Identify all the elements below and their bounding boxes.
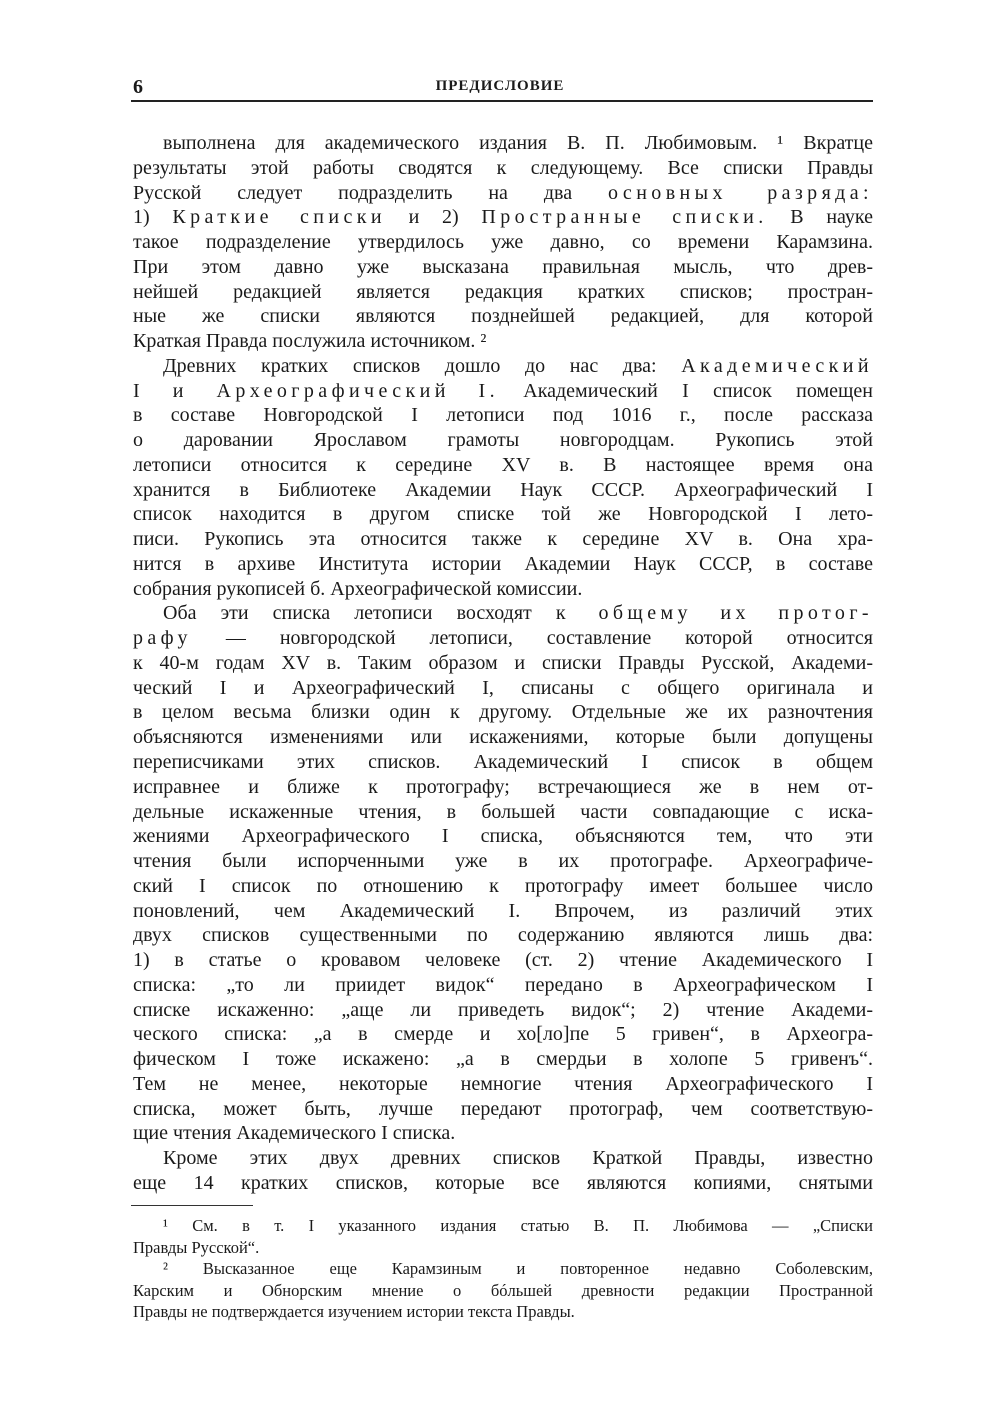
text-line <box>133 478 873 502</box>
footnote-line: Правды Русской“. <box>133 1237 260 1257</box>
text-line <box>133 577 873 601</box>
text-segment: 1) <box>133 206 173 229</box>
text-line <box>133 379 873 403</box>
text-segment: переписчиками этих списков. Академический I список в общем <box>133 751 873 773</box>
text-line <box>133 874 873 898</box>
text-line <box>133 775 873 799</box>
text-segment: жениями Археографического I списка, объясняются тем, что эти <box>133 825 873 848</box>
text-line <box>133 700 873 724</box>
text-segment: нится в архиве Института истории Академии Наук СССР, в составе <box>133 552 873 575</box>
text-segment: В науке <box>767 206 873 229</box>
text-segment: чтения были испорченными уже в их протографе. Археографиче- <box>133 850 873 873</box>
text-segment: фическом I тоже искажено: „а в смердьи в холопе 5 гривенъ“. <box>133 1048 873 1071</box>
text-line <box>133 1022 873 1046</box>
text-segment: дельные искаженные чтения, в большей части совпадающие с иска- <box>133 800 873 823</box>
text-line <box>133 304 873 328</box>
text-line <box>163 601 873 625</box>
spaced-emphasis: Краткие списки <box>172 206 386 229</box>
text-line <box>133 849 873 873</box>
text-segment: собрания рукописей б. Археографической комиссии. <box>133 577 583 600</box>
text-segment: ческий I и Археографический I, списаны с общего оригинала и <box>133 676 873 699</box>
spaced-emphasis: рафу <box>133 627 192 650</box>
text-segment: щие чтения Академического I списка. <box>133 1122 456 1145</box>
spaced-emphasis: Пространные списки. <box>481 206 768 229</box>
text-segment: объясняются изменениями или искажениями, которые были допущены <box>133 726 873 749</box>
spaced-emphasis: основных разряда: <box>608 181 873 204</box>
text-segment: При этом давно уже высказана правильная мысль, что древ- <box>133 255 873 278</box>
text-line <box>133 552 873 576</box>
text-segment: Древних кратких списков дошло до нас два: <box>163 354 682 377</box>
text-line <box>133 800 873 824</box>
text-segment: в целом весьма близки один к другому. Отдельные же их разночтения <box>133 701 873 724</box>
text-segment: ческого списка: „а в смерде и хо[ло]пе 5 гривен“, в Археогра- <box>133 1023 873 1046</box>
text-line <box>133 230 873 254</box>
text-segment: исправнее и ближе к протографу; встречающиеся же в нем от- <box>133 775 873 798</box>
text-line <box>133 676 873 700</box>
text-segment: и 2) <box>385 206 482 229</box>
text-line <box>163 131 873 155</box>
text-segment: ский I список по отношению к протографу имеет большее число <box>133 874 873 897</box>
text-segment: 1) в статье о кровавом человеке (ст. 2) чтение Академического I <box>133 949 873 972</box>
text-line <box>133 280 873 304</box>
text-segment: ные же списки являются позднейшей редакцией, для которой <box>133 305 873 328</box>
text-line <box>133 205 873 229</box>
text-line <box>133 899 873 923</box>
footnote-line: Правды не подтверждается изучением истории текста Правды. <box>133 1302 575 1321</box>
text-line <box>133 626 873 650</box>
text-line <box>133 527 873 551</box>
text-segment: списка: „то ли приидет видок“ передано в Археографическом I <box>133 973 873 996</box>
page-number: 6 <box>133 76 143 98</box>
text-segment: список находится в другом списке той же Новгородской I лето- <box>133 503 873 526</box>
text-line <box>133 156 873 180</box>
text-segment: писи. Рукопись эта относится также к середине XV в. Она хра- <box>133 528 873 551</box>
text-line <box>133 181 873 205</box>
text-line <box>163 354 873 378</box>
footnote-separator <box>131 1205 253 1206</box>
footnote-line: ¹ См. в т. I указанного издания статью В. П. Любимова — „Списки <box>163 1216 873 1235</box>
text-segment: о даровании Ярославом грамоты новгородцам. Рукопись этой <box>133 429 873 452</box>
text-line <box>133 1097 873 1121</box>
text-line <box>133 948 873 972</box>
text-segment: списка, может быть, лучше передают протограф, чем соответствую- <box>133 1097 873 1120</box>
text-line <box>133 998 873 1022</box>
text-segment: Кроме этих двух древних списков Краткой Правды, известно <box>163 1147 873 1170</box>
text-line <box>133 973 873 997</box>
text-segment: нейшей редакцией является редакция кратких списков; простран- <box>133 280 873 303</box>
text-segment: такое подразделение утвердилось уже давно, со времени Карамзина. <box>133 231 873 254</box>
text-line <box>133 750 873 774</box>
text-segment: выполнена для академического издания В. П. Любимовым. ¹ Вкратце <box>163 132 873 154</box>
spaced-emphasis: к общему их протог- <box>555 602 873 625</box>
text-segment: Русской следует подразделить на два <box>133 181 609 204</box>
text-segment: Оба эти списка летописи восходят <box>163 602 556 625</box>
text-line <box>133 255 873 279</box>
text-segment: Тем не менее, некоторые немногие чтения Археографического I <box>133 1072 873 1095</box>
spaced-emphasis: I и Археографический I. <box>133 379 499 402</box>
text-line <box>133 923 873 947</box>
text-segment: списке искаженно: „аще ли приведеть видок“; 2) чтение Академи- <box>133 998 873 1021</box>
text-segment: двух списков существенными по содержанию являются лишь два: <box>133 924 873 947</box>
running-title: ПРЕДИСЛОВИЕ <box>435 78 565 94</box>
text-segment: результаты этой работы сводятся к следующему. Все списки Правды <box>133 156 873 179</box>
text-line <box>133 1047 873 1071</box>
text-line <box>133 725 873 749</box>
text-segment: еще 14 кратких списков, которые все являются копиями, снятыми <box>133 1171 873 1194</box>
text-line <box>163 1146 873 1170</box>
text-segment: — новгородской летописи, составление которой относится <box>191 627 873 650</box>
text-line <box>133 651 873 675</box>
text-segment: к 40-м годам XV в. Таким образом и списки Правды Русской, Академи- <box>133 651 873 674</box>
text-line <box>133 428 873 452</box>
text-line <box>133 1072 873 1096</box>
text-line <box>133 502 873 526</box>
text-line <box>133 1121 873 1145</box>
text-line <box>133 403 873 427</box>
text-segment: поновлений, чем Академический I. Впрочем, из различий этих <box>133 899 873 922</box>
text-line <box>133 1171 873 1195</box>
text-segment: Краткая Правда послужила источником. ² <box>133 330 487 353</box>
header-rule <box>131 100 873 102</box>
text-segment: в составе Новгородской I летописи под 1016 г., после рассказа <box>133 404 873 427</box>
text-segment: хранится в Библиотеке Академии Наук СССР. Археографический I <box>133 478 873 501</box>
footnote-line: Карским и Обнорским мнение о бóльшей древности редакции Пространной <box>133 1280 873 1300</box>
spaced-emphasis: Академический <box>681 354 873 377</box>
text-segment: Академический I список помещен <box>499 379 873 402</box>
footnote-line: ² Высказанное еще Карамзиным и повторенное недавно Соболевским, <box>163 1259 873 1278</box>
text-line <box>133 329 873 353</box>
text-segment: летописи относится к середине XV в. В настоящее время она <box>133 453 873 476</box>
text-line <box>133 824 873 848</box>
text-line <box>133 453 873 477</box>
